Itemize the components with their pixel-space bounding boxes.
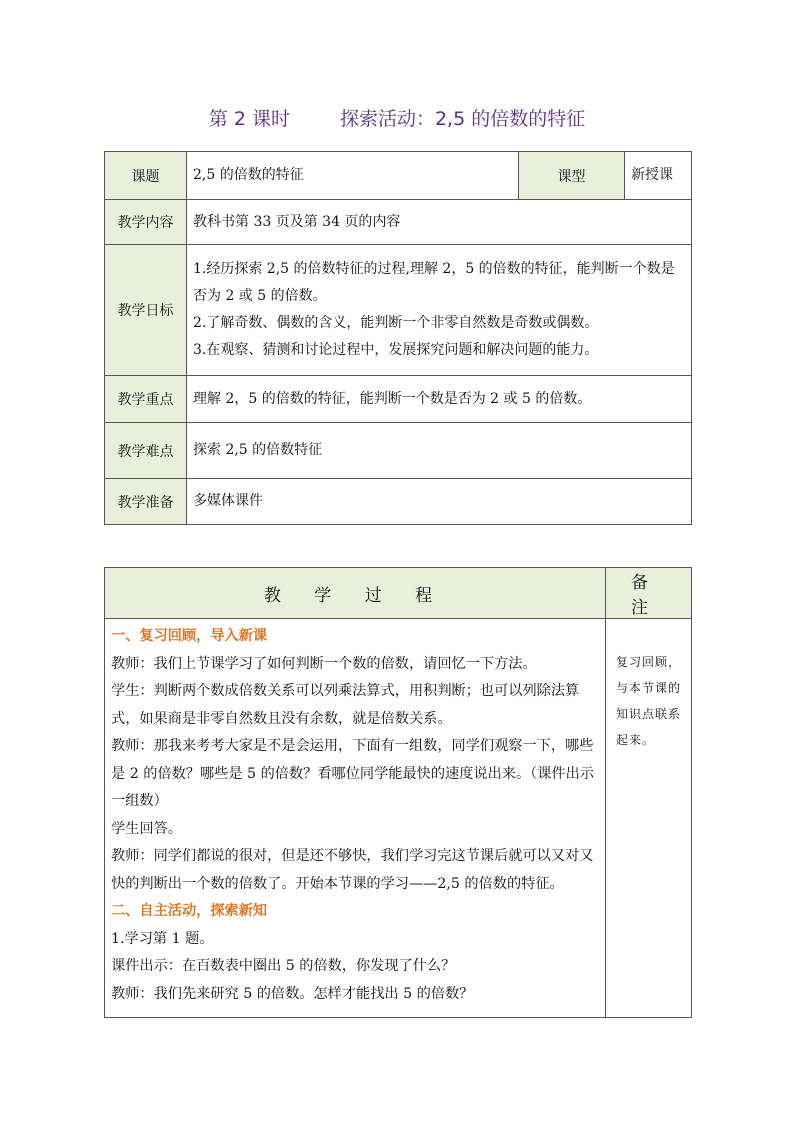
difficulty-label: 教学难点 — [105, 423, 187, 479]
process-line: 教师：同学们都说的很对，但是还不够快，我们学习完这节课后就可以又对又快的判断出一个数的倍数了。开始本节课的学习——2,5 的倍数的特征。 — [111, 848, 594, 892]
lesson-topic: 探索活动：2,5 的倍数的特征 — [339, 108, 586, 130]
type-value: 新授课 — [625, 152, 692, 200]
key-label: 教学重点 — [105, 376, 187, 423]
teacher-note: 复习回顾，与本节课的知识点联系起来。 — [606, 619, 692, 1018]
process-line: 教师：那我来考考大家是不是会运用，下面有一组数，同学们观察一下，哪些是 2 的倍数？哪些是 5 的倍数？看哪位同学能最快的速度说出来。（课件出示一组数） — [111, 738, 594, 809]
lesson-info-table — [104, 151, 692, 525]
type-label: 课型 — [519, 152, 625, 200]
section-heading: 一、复习回顾，导入新课 — [111, 628, 268, 644]
topic-label: 课题 — [105, 152, 187, 200]
goal-item: 2.了解奇数、偶数的含义，能判断一个非零自然数是奇数或偶数。 — [193, 315, 599, 331]
prep-label: 教学准备 — [105, 479, 187, 525]
goal-item: 1.经历探索 2,5 的倍数特征的过程,理解 2，5 的倍数的特征，能判断一个数是否为 2 或 5 的倍数。 — [193, 261, 675, 304]
goal-item: 3.在观察、猜测和讨论过程中，发展探究问题和解决问题的能力。 — [193, 342, 599, 358]
topic-value: 2,5 的倍数的特征 — [187, 152, 519, 200]
lesson-number: 第 2 课时 — [208, 108, 290, 130]
content-value: 教科书第 33 页及第 34 页的内容 — [187, 200, 692, 245]
prep-row — [105, 479, 692, 525]
process-line: 学生回答。 — [111, 820, 182, 837]
key-row — [105, 376, 692, 423]
key-value: 理解 2，5 的倍数的特征，能判断一个数是否为 2 或 5 的倍数。 — [187, 376, 692, 423]
topic-row — [105, 152, 692, 200]
section-heading: 二、自主活动，探索新知 — [111, 903, 268, 919]
difficulty-row — [105, 423, 692, 479]
process-header-row — [105, 568, 692, 619]
process-line: 学生：判断两个数成倍数关系可以列乘法算式，用积判断；也可以列除法算式，如果商是非零自然数且没有余数，就是倍数关系。 — [111, 683, 580, 727]
content-row — [105, 200, 692, 245]
process-line: 1.学习第 1 题。 — [111, 930, 214, 947]
teaching-process-table — [104, 567, 692, 1018]
prep-value: 多媒体课件 — [187, 479, 692, 525]
process-line: 教师：我们先来研究 5 的倍数。怎样才能找出 5 的倍数？ — [111, 985, 474, 1002]
process-header: 教 学 过 程 — [105, 568, 606, 619]
process-body-row — [105, 619, 692, 1018]
page-title — [0, 104, 794, 131]
process-line: 课件出示：在百数表中圈出 5 的倍数，你发现了什么？ — [111, 958, 456, 974]
content-label: 教学内容 — [105, 200, 187, 245]
difficulty-value: 探索 2,5 的倍数特征 — [187, 423, 692, 479]
goal-list — [187, 245, 692, 376]
goal-row — [105, 245, 692, 376]
process-content — [105, 619, 606, 1018]
process-line: 教师：我们上节课学习了如何判断一个数的倍数，请回忆一下方法。 — [111, 655, 537, 672]
notes-header: 备 注 — [606, 568, 692, 619]
goal-label: 教学日标 — [105, 245, 187, 376]
